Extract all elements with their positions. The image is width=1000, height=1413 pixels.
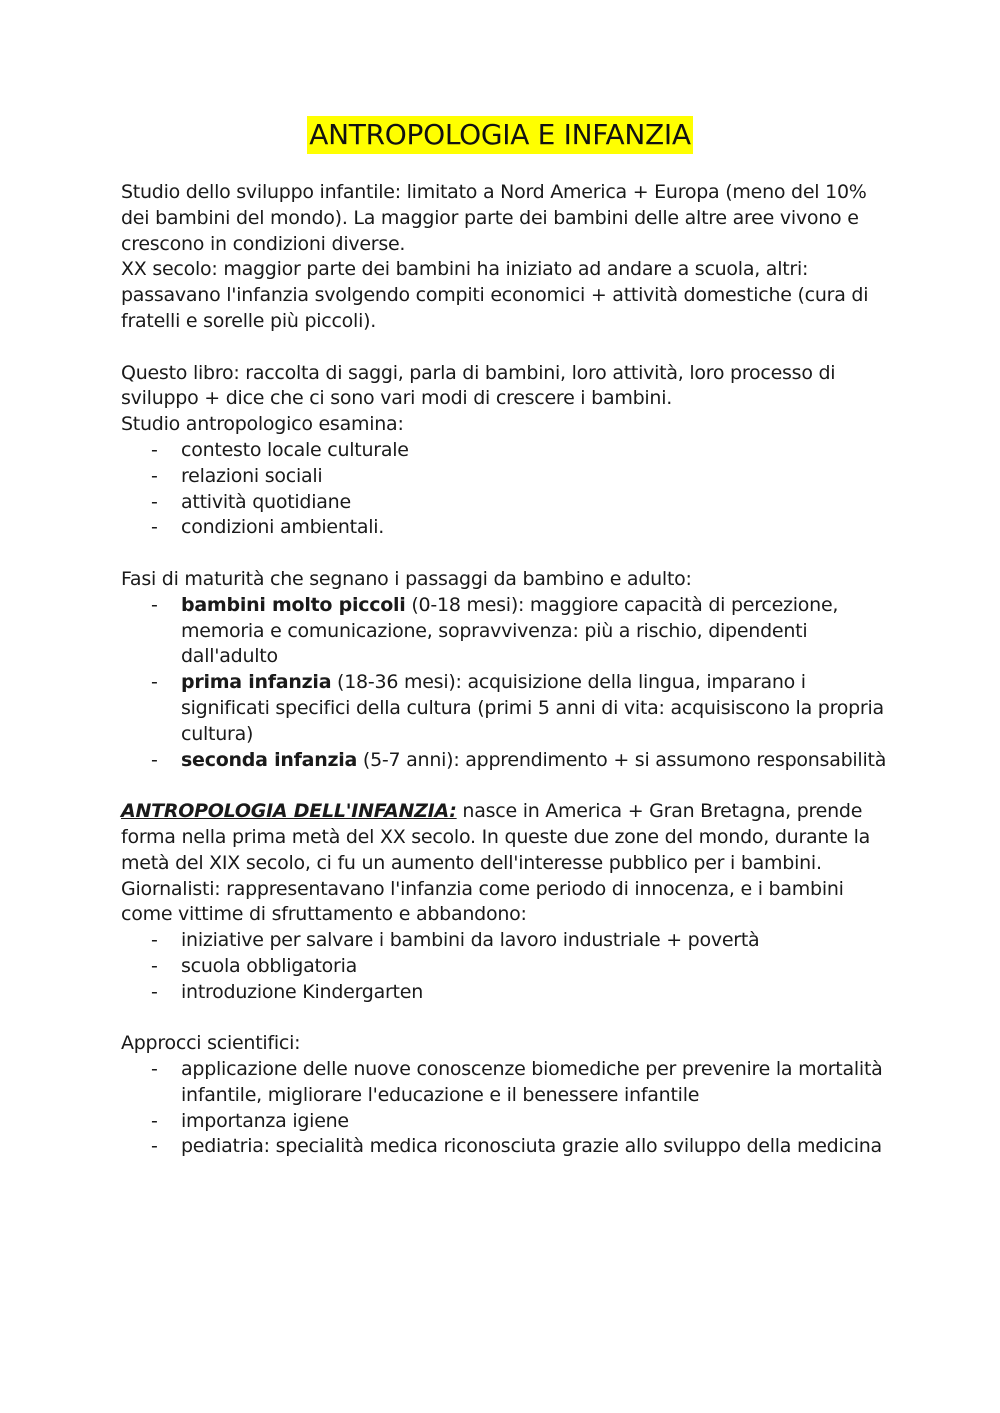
approcci-intro: Approcci scientifici: (121, 1032, 301, 1055)
list-item (121, 593, 891, 670)
term-description: (18-36 mesi): acquisizione della lingua, imparano i significati specifici della cultura (primi 5 anni di vita: acquisiscono la propria cultura) (181, 671, 884, 745)
list-item: - condizioni ambientali. (121, 515, 891, 541)
document-body (121, 180, 891, 1160)
list-item: - introduzione Kindergarten (121, 980, 891, 1006)
term-description: (0-18 mesi): maggiore capacità di percezione, memoria e comunicazione, sopravvivenza: più a rischio, dipendenti dall'adulto (181, 593, 839, 668)
list-item: - iniziative per salvare i bambini da lavoro industriale + povertà (121, 928, 891, 954)
spacer (121, 541, 891, 567)
fasi-intro: Fasi di maturità che segnano i passaggi da bambino e adulto: (121, 567, 692, 590)
list-item (121, 748, 891, 774)
giornalisti-list (121, 928, 891, 1005)
approcci-list (121, 1057, 891, 1160)
list-item (121, 670, 891, 747)
spacer (121, 1006, 891, 1032)
spacer (121, 773, 891, 799)
spacer (121, 335, 891, 361)
title-wrap (0, 116, 1000, 154)
page-title: ANTROPOLOGIA E INFANZIA (307, 116, 692, 154)
term: bambini molto piccoli (181, 593, 406, 616)
term: prima infanzia (181, 671, 332, 694)
list-item: - scuola obbligatoria (121, 954, 891, 980)
section-heading: ANTROPOLOGIA DELL'INFANZIA: (121, 800, 457, 823)
list-item: - pediatria: specialità medica riconosciuta grazie allo sviluppo della medicina (121, 1134, 891, 1160)
fasi-list (121, 593, 891, 774)
list-item: - relazioni sociali (121, 464, 891, 490)
libro-paragraph: Questo libro: raccolta di saggi, parla di bambini, loro attività, loro processo di sviluppo + dice che ci sono vari modi di crescere i bambini. (121, 361, 836, 410)
giornalisti-paragraph: Giornalisti: rappresentavano l'infanzia come periodo di innocenza, e i bambini come vittime di sfruttamento e abbandono: (121, 877, 844, 926)
intro-paragraph: Studio dello sviluppo infantile: limitato a Nord America + Europa (meno del 10% dei bambini del mondo). La maggior parte dei bambini delle altre aree vivono e crescono in condizioni diverse. (121, 181, 867, 255)
libro-list (121, 438, 891, 541)
list-item: - attività quotidiane (121, 490, 891, 516)
antropologia-paragraph (121, 799, 891, 876)
list-item: - contesto locale culturale (121, 438, 891, 464)
intro-paragraph-2: XX secolo: maggior parte dei bambini ha iniziato ad andare a scuola, altri: passavano l'infanzia svolgendo compiti economici + attività domestiche (cura di fratelli e sorelle più piccoli). (121, 258, 869, 332)
list-item: - applicazione delle nuove conoscenze biomediche per prevenire la mortalità infantile, migliorare l'educazione e il benessere infantile (121, 1057, 891, 1109)
term-description: (5-7 anni): apprendimento + si assumono responsabilità (357, 748, 887, 771)
antropologia-text: nasce in America + Gran Bretagna, prende forma nella prima metà del XX secolo. In queste due zone del mondo, durante la metà del XIX secolo, ci fu un aumento dell'interesse pubblico per i bambini. (121, 800, 871, 874)
libro-paragraph-2: Studio antropologico esamina: (121, 413, 404, 436)
list-item: - importanza igiene (121, 1109, 891, 1135)
term: seconda infanzia (181, 748, 358, 771)
